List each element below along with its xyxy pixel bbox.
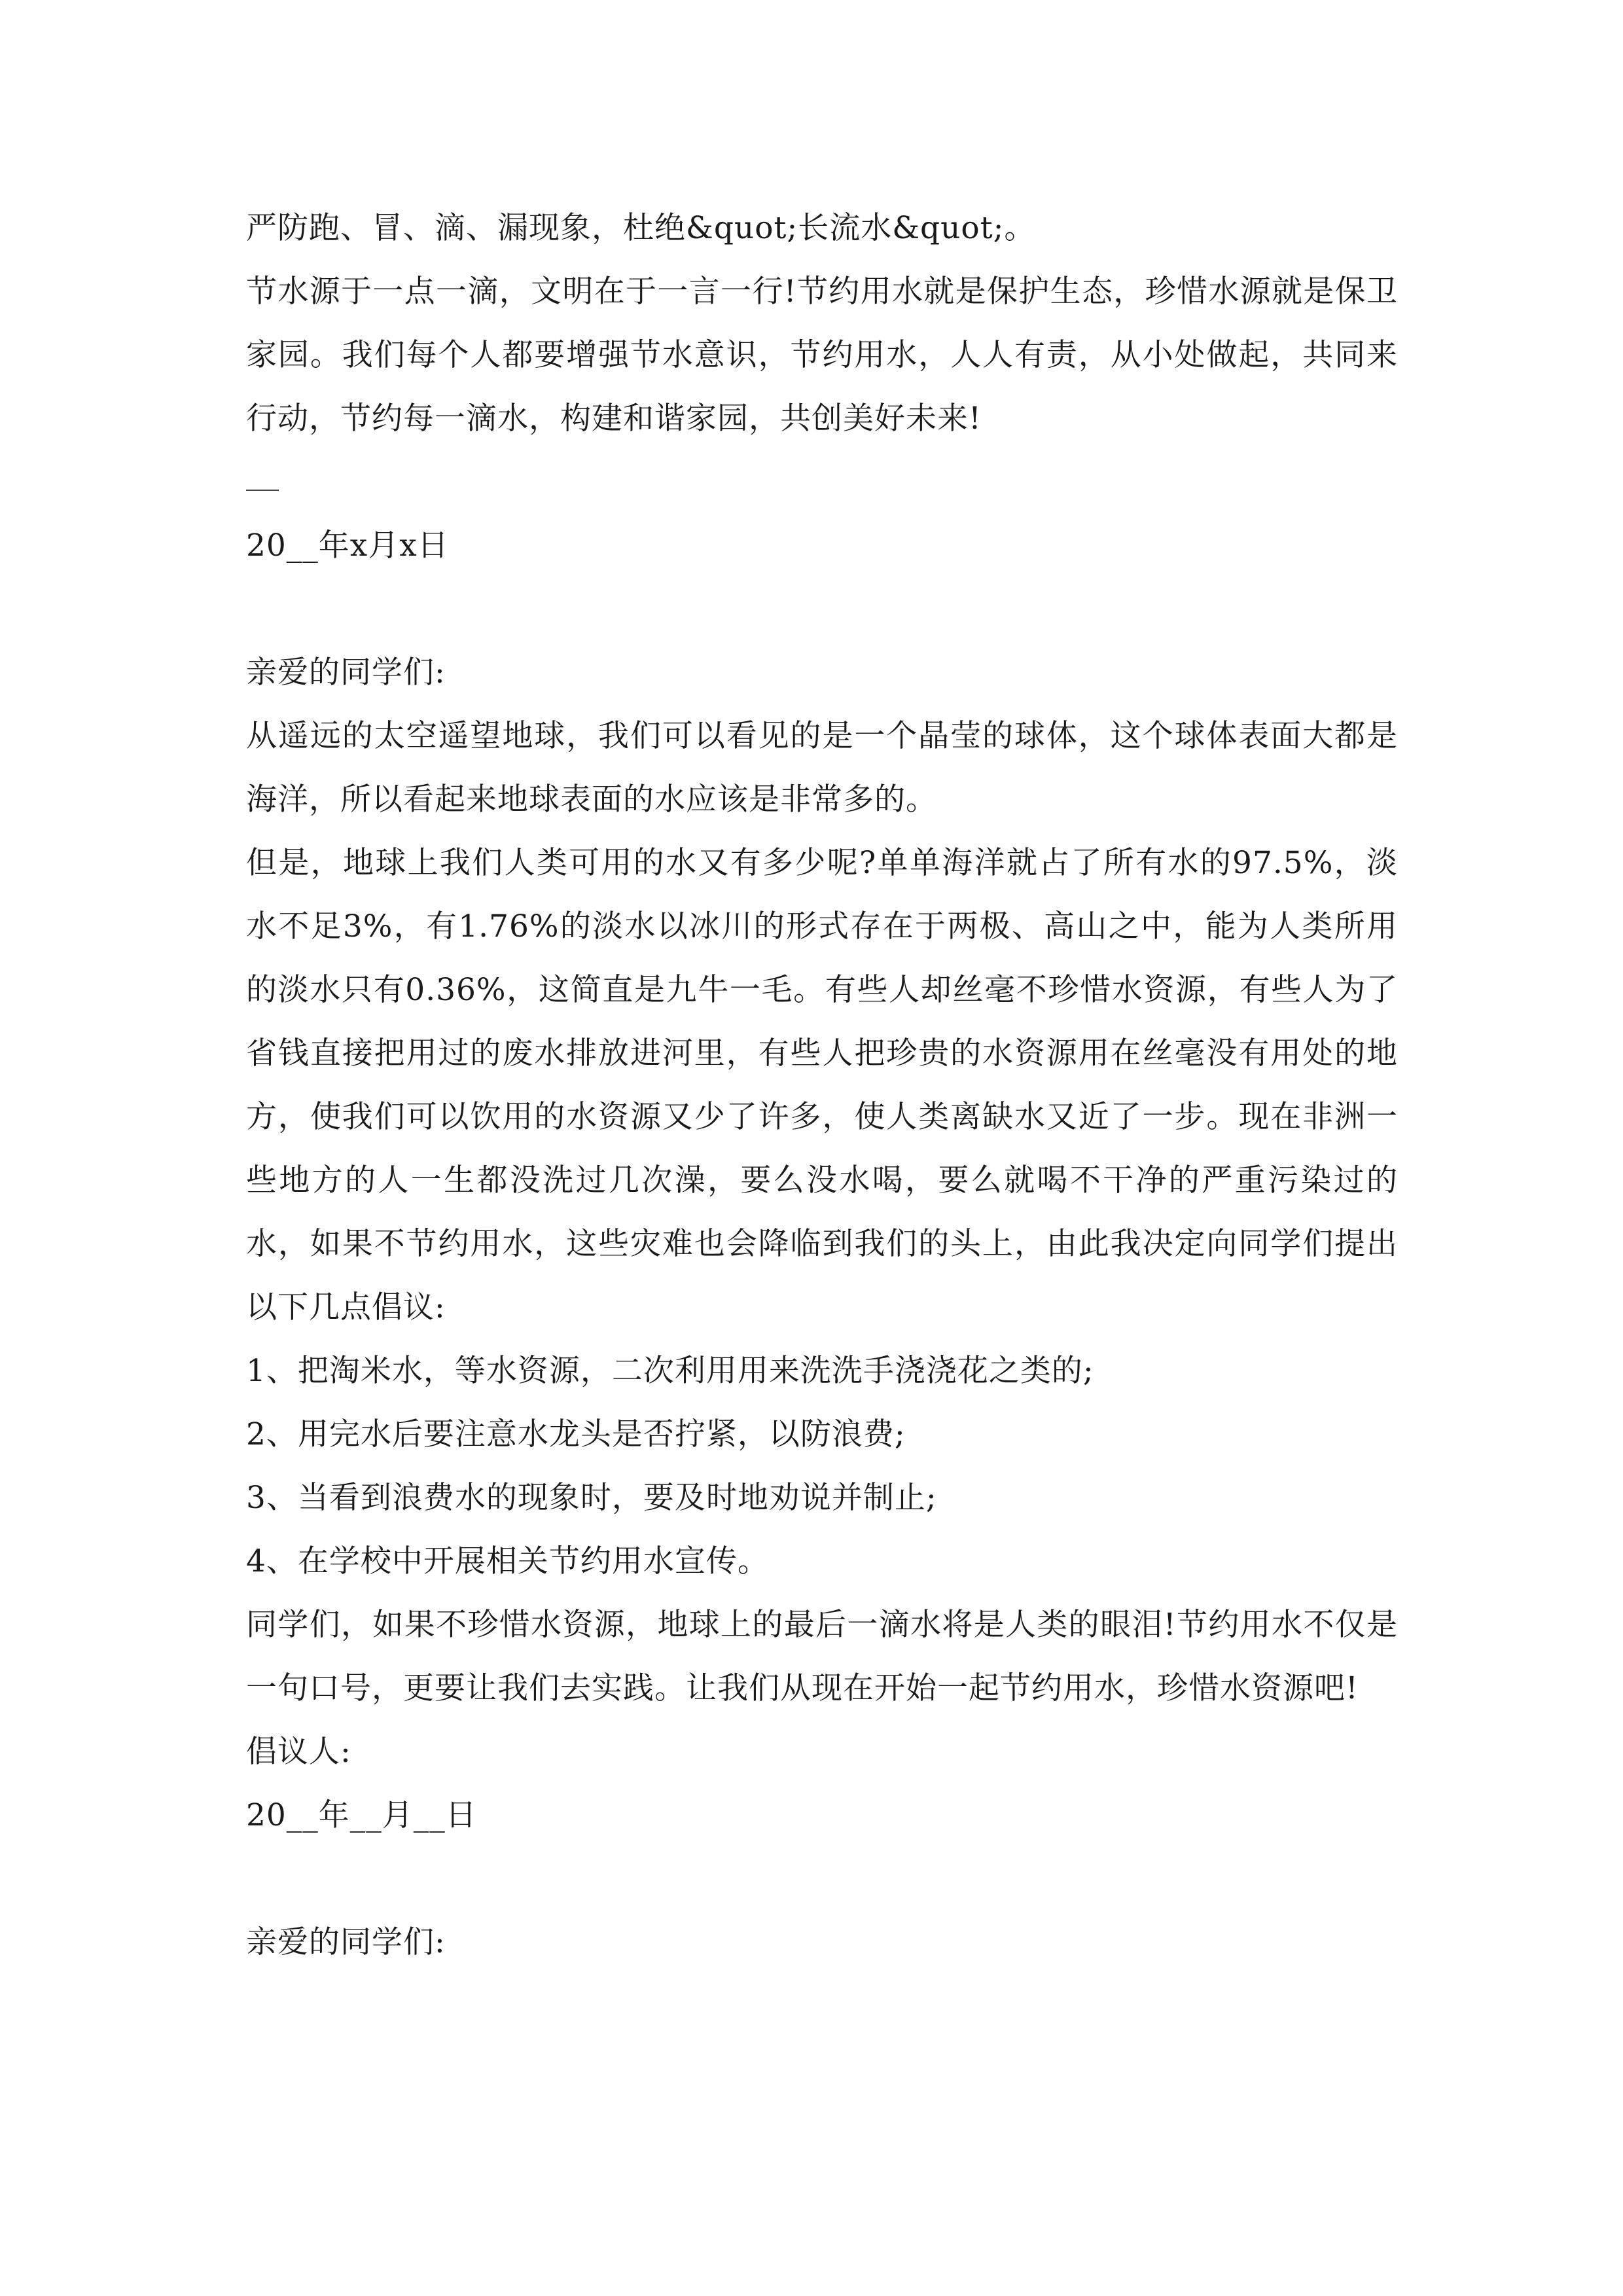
signature-line xyxy=(246,450,279,514)
proposal-item-2: 2、用完水后要注意水龙头是否拧紧，以防浪费; xyxy=(246,1416,906,1452)
paragraph-closing-appeal: 同学们，如果不珍惜水资源，地球上的最后一滴水将是人类的眼泪!节约用水不仅是一句口号，更要让我们去实践。让我们从现在开始一起节约用水，珍惜水资源吧! xyxy=(246,1607,1398,1706)
proposal-item-3: 3、当看到浪费水的现象时，要及时地劝说并制止; xyxy=(246,1480,937,1516)
section-gap xyxy=(246,577,1398,641)
date-line-2: 20__年__月__日 xyxy=(246,1797,477,1833)
proposal-item-4: 4、在学校中开展相关节约用水宣传。 xyxy=(246,1543,769,1579)
signer-label: 倡议人: xyxy=(246,1734,351,1770)
paragraph-earth-from-space: 从遥远的太空遥望地球，我们可以看见的是一个晶莹的球体，这个球体表面大都是海洋，所以看起来地球表面的水应该是非常多的。 xyxy=(246,718,1398,817)
paragraph-prevent-leaks: 严防跑、冒、滴、漏现象，杜绝&quot;长流水&quot;。 xyxy=(246,210,1036,246)
paragraph-water-statistics: 但是，地球上我们人类可用的水又有多少呢?单单海洋就占了所有水的97.5%，淡水不足3%，有1.76%的淡水以冰川的形式存在于两极、高山之中，能为人类所用的淡水只有0.36%，这简直是九牛一毛。有些人却丝毫不珍惜水资源，有些人为了省钱直接把用过的废水排放进河里，有些人把珍贵的水资源用在丝毫没有用处的地方，使我们可以饮用的水资源又少了许多，使人类离缺水又近了一步。现在非洲一些地方的人一生都没洗过几次澡，要么没水喝，要么就喝不干净的严重污染过的水，如果不节约用水，这些灾难也会降临到我们的头上，由此我决定向同学们提出以下几点倡议: xyxy=(246,845,1398,1325)
proposal-item-1: 1、把淘米水，等水资源，二次利用用来洗洗手浇浇花之类的; xyxy=(246,1353,1094,1389)
salutation-1: 亲爱的同学们: xyxy=(246,655,446,691)
document-body xyxy=(246,196,1398,1974)
paragraph-save-water-slogan: 节水源于一点一滴，文明在于一言一行!节约用水就是保护生态，珍惜水源就是保卫家园。我们每个人都要增强节水意识，节约用水，人人有责，从小处做起，共同来行动，节约每一滴水，构建和谐家园，共创美好未来! xyxy=(246,274,1398,437)
section-gap xyxy=(246,1847,1398,1910)
salutation-2: 亲爱的同学们: xyxy=(246,1924,446,1960)
date-line-1: 20__年x月x日 xyxy=(246,528,449,564)
